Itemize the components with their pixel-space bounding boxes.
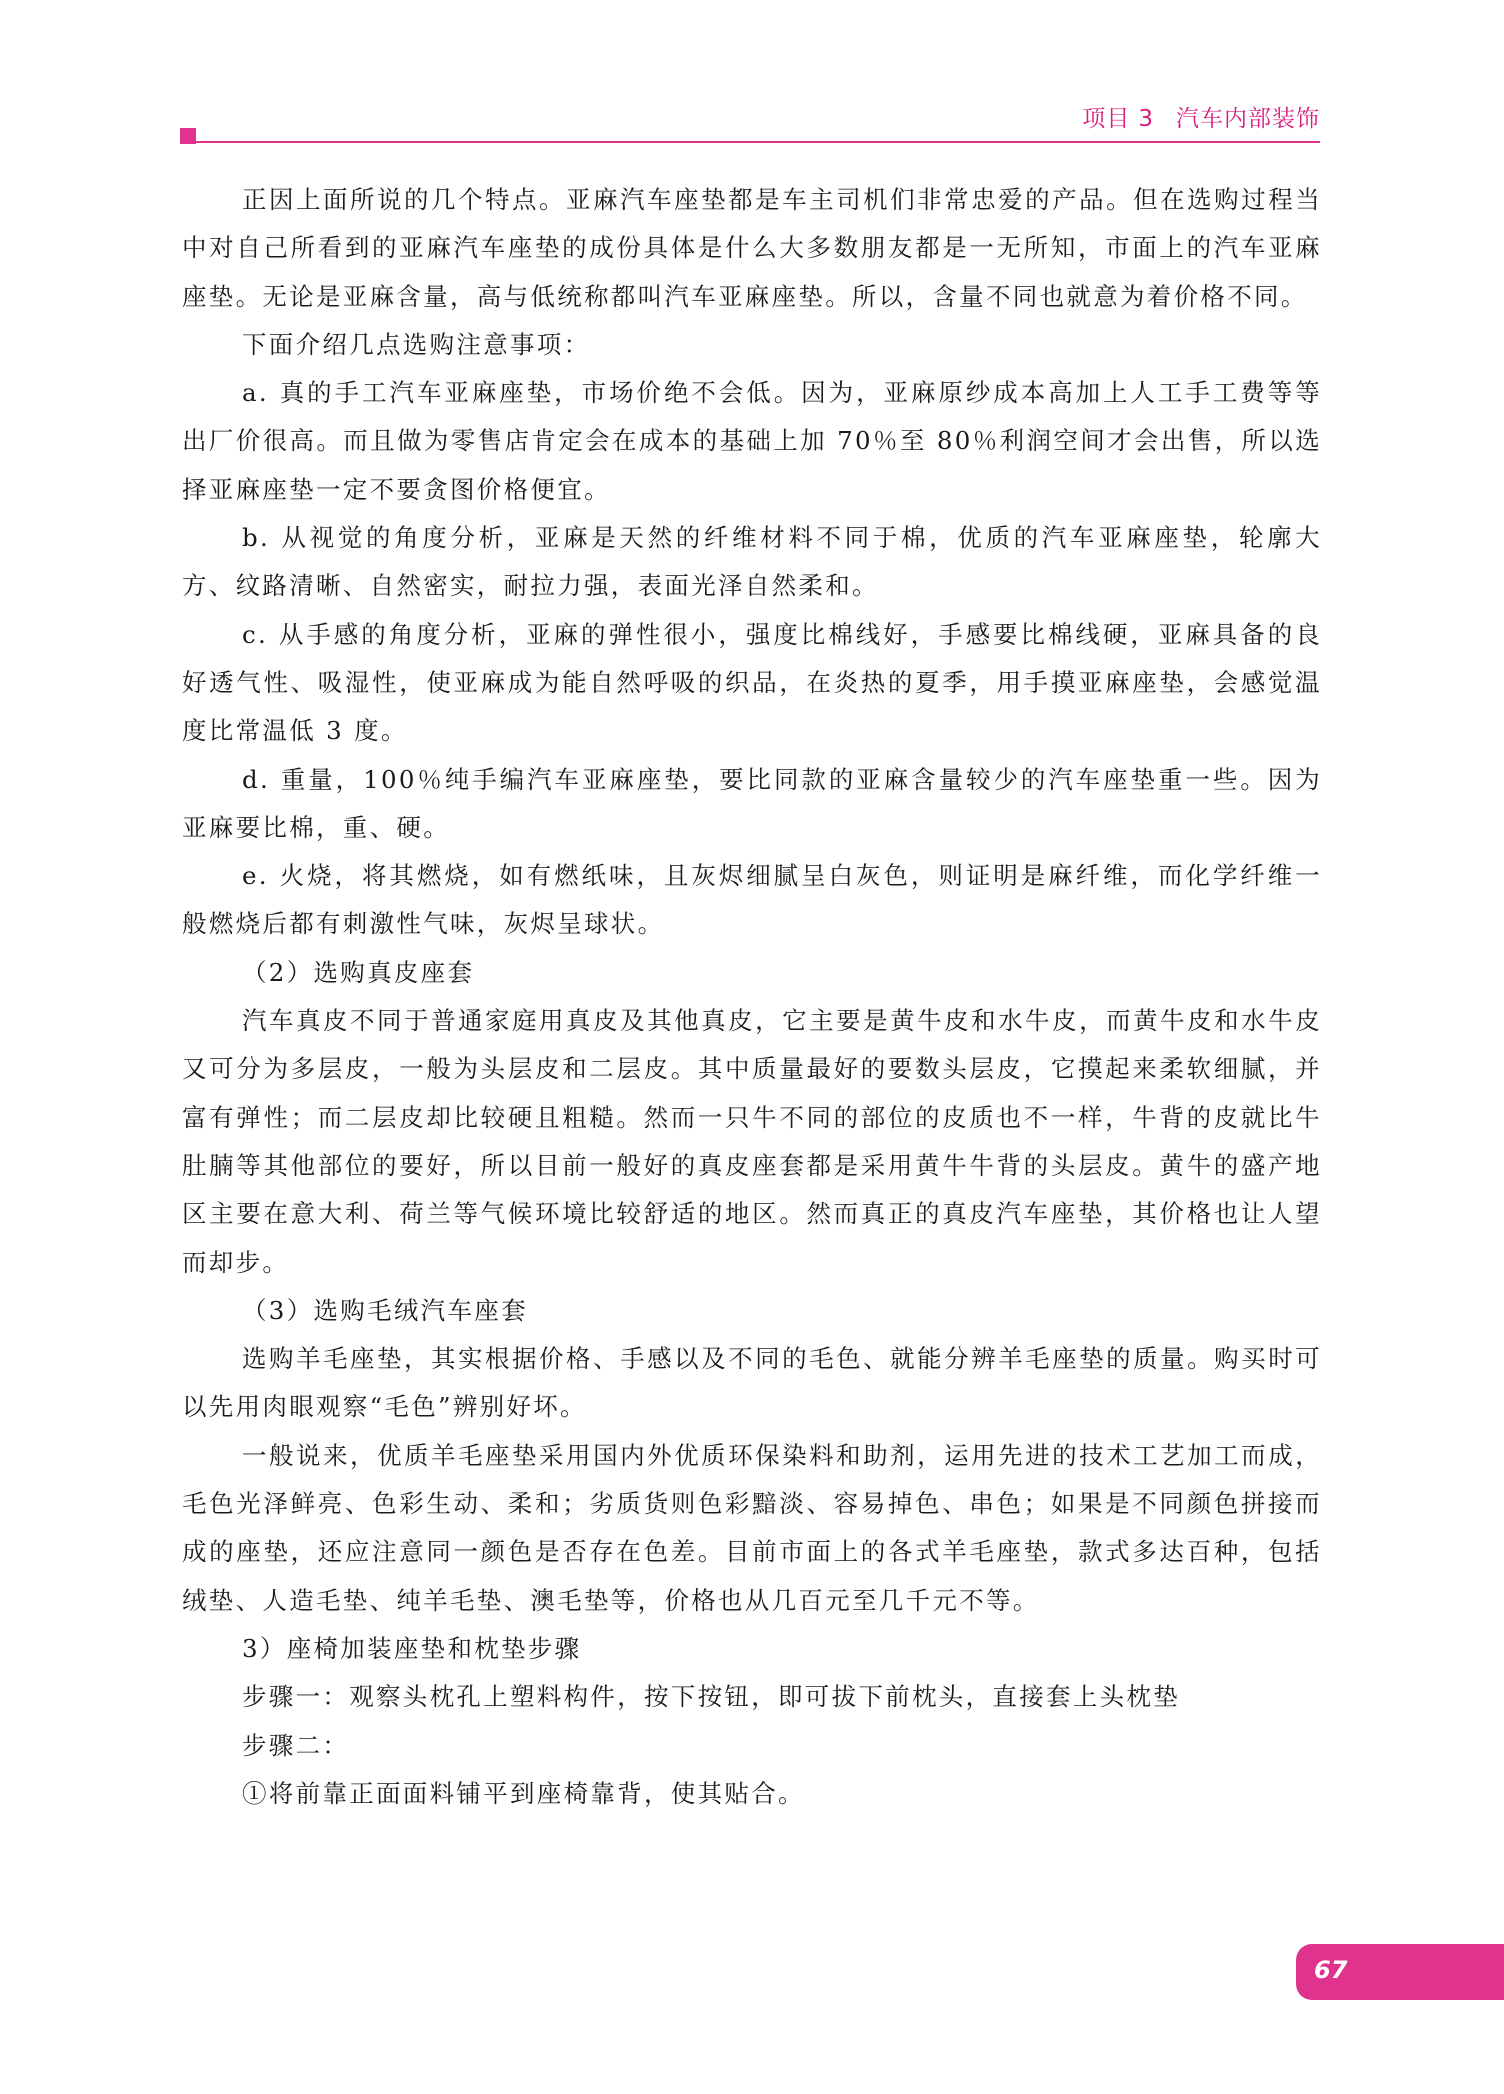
header-rule bbox=[196, 141, 1320, 143]
body-text bbox=[182, 176, 1322, 1818]
running-header bbox=[1082, 100, 1320, 133]
list-item: e. 火烧，将其燃烧，如有燃纸味，且灰烬细腻呈白灰色，则证明是麻纤维，而化学纤维一般燃烧后都有刺激性气味，灰烬呈球状。 bbox=[182, 861, 1322, 939]
list-item: b. 从视觉的角度分析，亚麻是天然的纤维材料不同于棉，优质的汽车亚麻座垫，轮廓大方、纹路清晰、自然密实，耐拉力强，表面光泽自然柔和。 bbox=[182, 523, 1322, 601]
header-project-label: 项目 bbox=[1082, 106, 1131, 132]
list-item: a. 真的手工汽车亚麻座垫，市场价绝不会低。因为，亚麻原纱成本高加上人工手工费等等出厂价很高。而且做为零售店肯定会在成本的基础上加 70％至 80％利润空间才会出售，所以选择亚麻座垫一定不要贪图价格便宜。 bbox=[182, 378, 1322, 504]
paragraph: 正因上面所说的几个特点。亚麻汽车座垫都是车主司机们非常忠爱的产品。但在选购过程当中对自己所看到的亚麻汽车座垫的成份具体是什么大多数朋友都是一无所知，市面上的汽车亚麻座垫。无论是亚麻含量，高与低统称都叫汽车亚麻座垫。所以，含量不同也就意为着价格不同。 bbox=[182, 185, 1322, 311]
step-item: 步骤二： bbox=[242, 1730, 350, 1760]
subheading: （3）选购毛绒汽车座套 bbox=[242, 1295, 528, 1325]
paragraph: 汽车真皮不同于普通家庭用真皮及其他真皮，它主要是黄牛皮和水牛皮，而黄牛皮和水牛皮又可分为多层皮，一般为头层皮和二层皮。其中质量最好的要数头层皮，它摸起来柔软细腻，并富有弹性；而二层皮却比较硬且粗糙。然而一只牛不同的部位的皮质也不一样，牛背的皮就比牛肚腩等其他部位的要好，所以目前一般好的真皮座套都是采用黄牛牛背的头层皮。黄牛的盛产地区主要在意大利、荷兰等气候环境比较舒适的地区。然而真正的真皮汽车座垫，其价格也让人望而却步。 bbox=[182, 1006, 1322, 1277]
subheading: （2）选购真皮座套 bbox=[242, 957, 475, 987]
page-number: 67 bbox=[1314, 1956, 1348, 1984]
header-project-number: 3 bbox=[1138, 106, 1154, 132]
page-number-tab bbox=[1296, 1944, 1504, 2000]
list-item: d. 重量，100％纯手编汽车亚麻座垫，要比同款的亚麻含量较少的汽车座垫重一些。因为亚麻要比棉，重、硬。 bbox=[182, 764, 1322, 842]
header-section-title: 汽车内部装饰 bbox=[1176, 106, 1320, 132]
paragraph: 一般说来，优质羊毛座垫采用国内外优质环保染料和助剂，运用先进的技术工艺加工而成，毛色光泽鲜亮、色彩生动、柔和；劣质货则色彩黯淡、容易掉色、串色；如果是不同颜色拼接而成的座垫，还应注意同一颜色是否存在色差。目前市面上的各式羊毛座垫，款式多达百种，包括绒垫、人造毛垫、纯羊毛垫、澳毛垫等，价格也从几百元至几千元不等。 bbox=[182, 1440, 1322, 1615]
paragraph: 下面介绍几点选购注意事项： bbox=[242, 329, 591, 359]
paragraph: 选购羊毛座垫，其实根据价格、手感以及不同的毛色、就能分辨羊毛座垫的质量。购买时可以先用肉眼观察“毛色”辨别好坏。 bbox=[182, 1344, 1322, 1422]
header-marker bbox=[180, 128, 196, 144]
step-item: 步骤一：观察头枕孔上塑料构件，按下按钮，即可拔下前枕头，直接套上头枕垫 bbox=[242, 1682, 1180, 1712]
step-item: ①将前靠正面面料铺平到座椅靠背，使其贴合。 bbox=[242, 1778, 805, 1808]
subheading: 3）座椅加装座垫和枕垫步骤 bbox=[242, 1633, 582, 1663]
list-item: c. 从手感的角度分析，亚麻的弹性很小，强度比棉线好，手感要比棉线硬，亚麻具备的良好透气性、吸湿性，使亚麻成为能自然呼吸的织品，在炎热的夏季，用手摸亚麻座垫，会感觉温度比常温低 3 度。 bbox=[182, 619, 1322, 746]
